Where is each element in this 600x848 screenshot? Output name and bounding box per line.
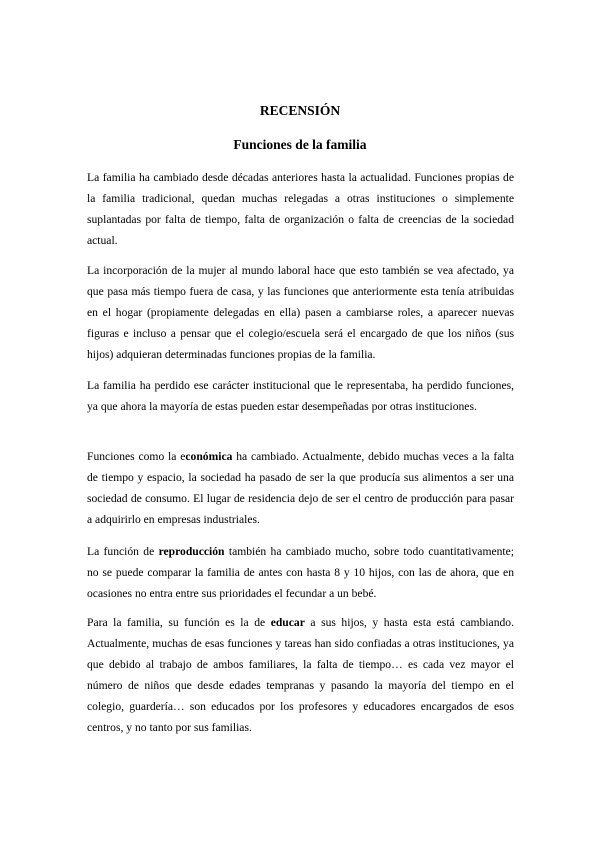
paragraph-4-text-after: ha cambiado. Actualmente, debido muchas veces a la falta de tiempo y espacio, la sociedad ha pasado de ser la que producía sus alimentos a ser una sociedad de consumo. El lugar de residencia dejo de ser el centro de producción para pasar a adquirirlo en empresas industriales. [87, 450, 514, 526]
keyword-reproduccion: reproducción [158, 545, 225, 558]
paragraph-6 [87, 612, 514, 738]
paragraph-5-text-before: La función de [87, 545, 159, 558]
paragraph-6-text-after: a sus hijos, y hasta esta está cambiando. Actualmente, muchas de esas funciones y tareas han sido confiadas a otras instituciones, ya que debido al trabajo de ambos familiares, la falta de tiempo… es cada vez mayor el número de niños que desde edades tempranas y pasando la mayoría del tiempo en el colegio, guardería… son educados por los profesores y educadores encargados de esos centros, y no tanto por sus familias. [87, 616, 514, 734]
paragraph-5-text-after: también ha cambiado mucho, sobre todo cuantitativamente; no se puede comparar la familia de antes con hasta 8 y 10 hijos, con las de ahora, que en ocasiones no entra entre sus prioridades el fecundar a un bebé. [87, 545, 515, 600]
keyword-educar: educar [270, 616, 305, 629]
document-subtitle: Funciones de la familia [233, 137, 367, 152]
keyword-economica: conómica [185, 450, 233, 463]
paragraph-3: La familia ha perdido ese carácter institucional que le representaba, ha perdido funciones, ya que ahora la mayoría de estas pueden estar desempeñadas por otras instituciones. [87, 379, 514, 413]
paragraph-6-text-before: Para la familia, su función es la de [87, 616, 271, 629]
document-title: RECENSIÓN [259, 103, 341, 118]
paragraph-1: La familia ha cambiado desde décadas anteriores hasta la actualidad. Funciones propias de la familia tradicional, quedan muchas relegadas a otras instituciones o simplemente suplantadas por falta de tiempo, falta de organización o falta de creencias de la sociedad actual. [87, 171, 514, 247]
paragraph-4-text-before: Funciones como la e [87, 450, 186, 463]
paragraph-4 [87, 446, 514, 530]
paragraph-5 [87, 541, 514, 604]
paragraph-2: La incorporación de la mujer al mundo laboral hace que esto también se vea afectado, ya que pasa más tiempo fuera de casa, y las funciones que anteriormente esta tenía atribuidas en el hogar (propiamente delegadas en ella) pasen a cambiarse roles, a aparecer nuevas figuras e incluso a pensar que el colegio/escuela será el encargado de que los niños (sus hijos) adquieran determinadas funciones propias de la familia. [87, 264, 514, 361]
